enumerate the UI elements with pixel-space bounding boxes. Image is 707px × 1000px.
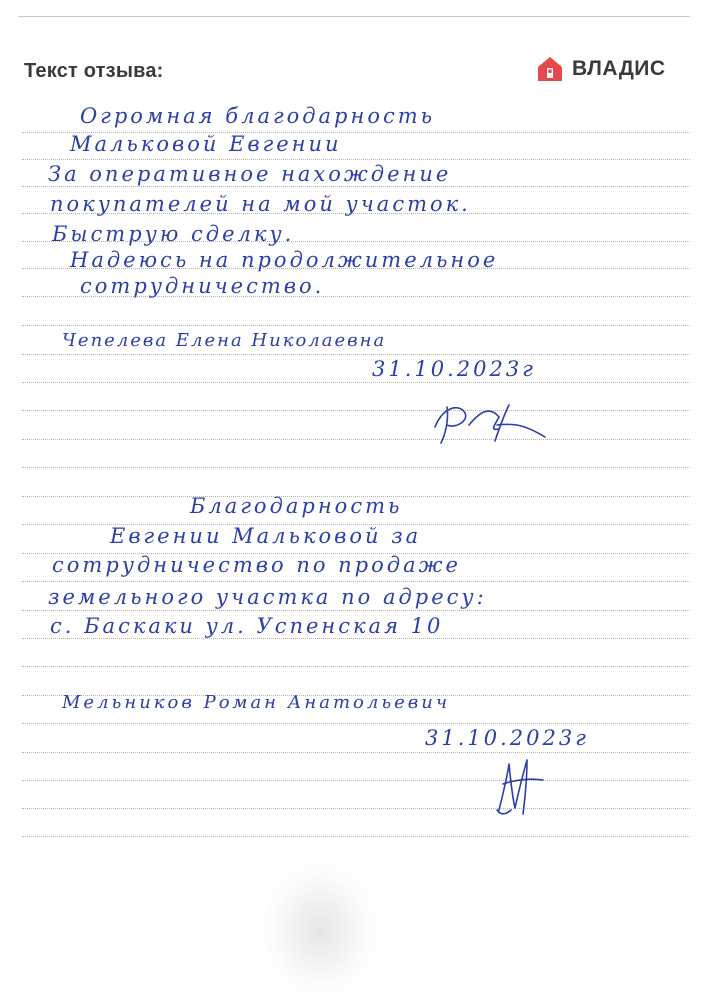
writing-line xyxy=(22,581,690,582)
signature-1 xyxy=(425,395,555,450)
review2-date: 31.10.2023г xyxy=(425,726,589,750)
brand-logo xyxy=(536,54,666,84)
review2-line: земельного участка по адресу: xyxy=(48,585,487,609)
writing-line xyxy=(22,638,690,639)
writing-line xyxy=(22,666,690,667)
review1-line: Огромная благодарность xyxy=(80,104,436,128)
review1-line: Мальковой Евгении xyxy=(70,132,342,156)
review1-line: сотрудничество. xyxy=(80,274,325,298)
writing-line xyxy=(22,159,690,160)
page-title: Текст отзыва: xyxy=(24,60,164,82)
review1-line: За оперативное нахождение xyxy=(48,162,452,186)
writing-line xyxy=(22,780,690,781)
review1-author: Чепелева Елена Николаевна xyxy=(62,330,387,351)
writing-line xyxy=(22,439,690,440)
top-divider xyxy=(18,16,690,17)
writing-line xyxy=(22,382,690,383)
brand-name: ВЛАДИС xyxy=(572,57,666,80)
writing-line xyxy=(22,410,690,411)
writing-line xyxy=(22,808,690,809)
review2-line: с. Баскаки ул. Успенская 10 xyxy=(50,614,444,638)
review2-line: Евгении Мальковой за xyxy=(110,524,422,548)
review1-line: Быструю сделку. xyxy=(52,222,295,246)
review2-author: Мельников Роман Анатольевич xyxy=(62,692,451,713)
writing-line xyxy=(22,752,690,753)
writing-line xyxy=(22,723,690,724)
house-logo-icon xyxy=(536,55,564,83)
writing-line xyxy=(22,186,690,187)
review2-line: Благодарность xyxy=(190,494,403,518)
writing-line xyxy=(22,325,690,326)
scan-shadow xyxy=(260,860,380,1000)
writing-line xyxy=(22,836,690,837)
review1-line: Надеюсь на продолжительное xyxy=(70,248,499,272)
writing-line xyxy=(22,467,690,468)
review1-date: 31.10.2023г xyxy=(372,357,536,381)
review1-line: покупателей на мой участок. xyxy=(50,192,471,216)
review2-line: сотрудничество по продаже xyxy=(52,553,461,577)
writing-line xyxy=(22,354,690,355)
signature-2 xyxy=(485,750,555,830)
writing-line xyxy=(22,610,690,611)
